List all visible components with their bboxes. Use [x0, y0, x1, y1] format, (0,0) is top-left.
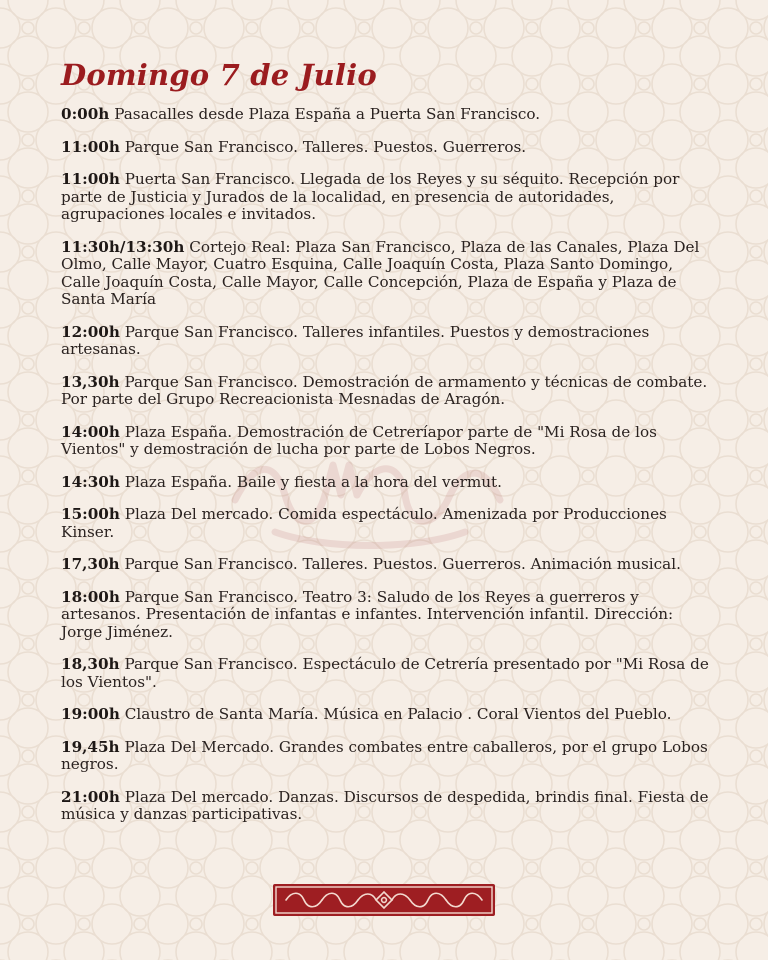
event-item — [61, 739, 711, 774]
event-item — [61, 239, 711, 309]
event-item — [61, 706, 711, 724]
event-description: Pasacalles desde Plaza España a Puerta San Francisco. — [114, 105, 541, 123]
event-time: 14:00h — [61, 422, 120, 441]
event-time: 0:00h — [61, 105, 110, 123]
event-time: 11:00h — [61, 137, 120, 156]
event-item — [61, 374, 711, 409]
event-time: 13,30h — [61, 372, 120, 391]
event-description: Parque San Francisco. Talleres infantiles. Puestos y demostraciones artesanas. — [61, 322, 650, 358]
event-description: Parque San Francisco. Talleres. Puestos. Guerreros. — [124, 137, 527, 156]
event-description: Parque San Francisco. Demostración de armamento y técnicas de combate. Por parte del Grupo Recreacionista Mesnadas de Aragón. — [61, 372, 708, 408]
event-item — [61, 556, 711, 574]
event-description: Parque San Francisco. Teatro 3: Saludo de los Reyes a guerreros y artesanos. Presentación de infantas e infantes. Intervención infantil. Dirección: Jorge Jiménez. — [61, 587, 674, 641]
event-description: Cortejo Real: Plaza San Francisco, Plaza de las Canales, Plaza Del Olmo, Calle Mayor, Cuatro Esquina, Calle Joaquín Costa, Plaza Santo Domingo, Calle Joaquín Costa, Calle Mayor, Calle Concepción, Plaza de España y Plaza de Santa María — [61, 237, 700, 308]
event-time: 21:00h — [61, 787, 120, 806]
event-time: 19,45h — [61, 737, 120, 756]
event-time: 12:00h — [61, 322, 120, 341]
event-item — [61, 171, 711, 224]
event-time: 18,30h — [61, 655, 120, 673]
event-description: Plaza Del Mercado. Grandes combates entre caballeros, por el grupo Lobos negros. — [61, 737, 708, 773]
event-item — [61, 424, 711, 459]
event-description: Claustro de Santa María. Música en Palacio . Coral Vientos del Pueblo. — [124, 705, 672, 723]
event-list — [61, 106, 711, 824]
event-item — [61, 589, 711, 642]
event-time: 11:00h — [61, 170, 120, 188]
event-description: Plaza Del mercado. Danzas. Discursos de despedida, brindis final. Fiesta de música y danzas participativas. — [61, 787, 709, 823]
event-item — [61, 324, 711, 359]
event-description: Plaza España. Demostración de Cetreríapor parte de "Mi Rosa de los Vientos" y demostración de lucha por parte de Lobos Negros. — [61, 422, 657, 458]
event-time: 18:00h — [61, 587, 120, 606]
event-item — [61, 474, 711, 492]
event-time: 19:00h — [61, 705, 120, 723]
event-item — [61, 789, 711, 824]
event-time: 15:00h — [61, 505, 120, 523]
event-item — [61, 656, 711, 691]
ornament-icon — [272, 883, 496, 917]
event-time: 11:30h/13:30h — [61, 237, 185, 256]
event-description: Plaza España. Baile y fiesta a la hora del vermut. — [124, 472, 502, 491]
event-time: 14:30h — [61, 472, 120, 491]
event-description: Plaza Del mercado. Comida espectáculo. Amenizada por Producciones Kinser. — [61, 505, 667, 541]
event-item — [61, 106, 711, 124]
event-item — [61, 506, 711, 541]
event-description: Puerta San Francisco. Llegada de los Reyes y su séquito. Recepción por parte de Justicia y Jurados de la localidad, en presencia de autoridades, agrupaciones locales e invitados. — [61, 170, 680, 223]
page-title: Domingo 7 de Julio — [61, 58, 377, 92]
event-description: Parque San Francisco. Espectáculo de Cetrería presentado por "Mi Rosa de los Vientos". — [61, 655, 709, 691]
schedule-panel — [61, 58, 711, 839]
event-description: Parque San Francisco. Talleres. Puestos. Guerreros. Animación musical. — [124, 555, 681, 573]
event-time: 17,30h — [61, 555, 120, 573]
event-item — [61, 139, 711, 157]
